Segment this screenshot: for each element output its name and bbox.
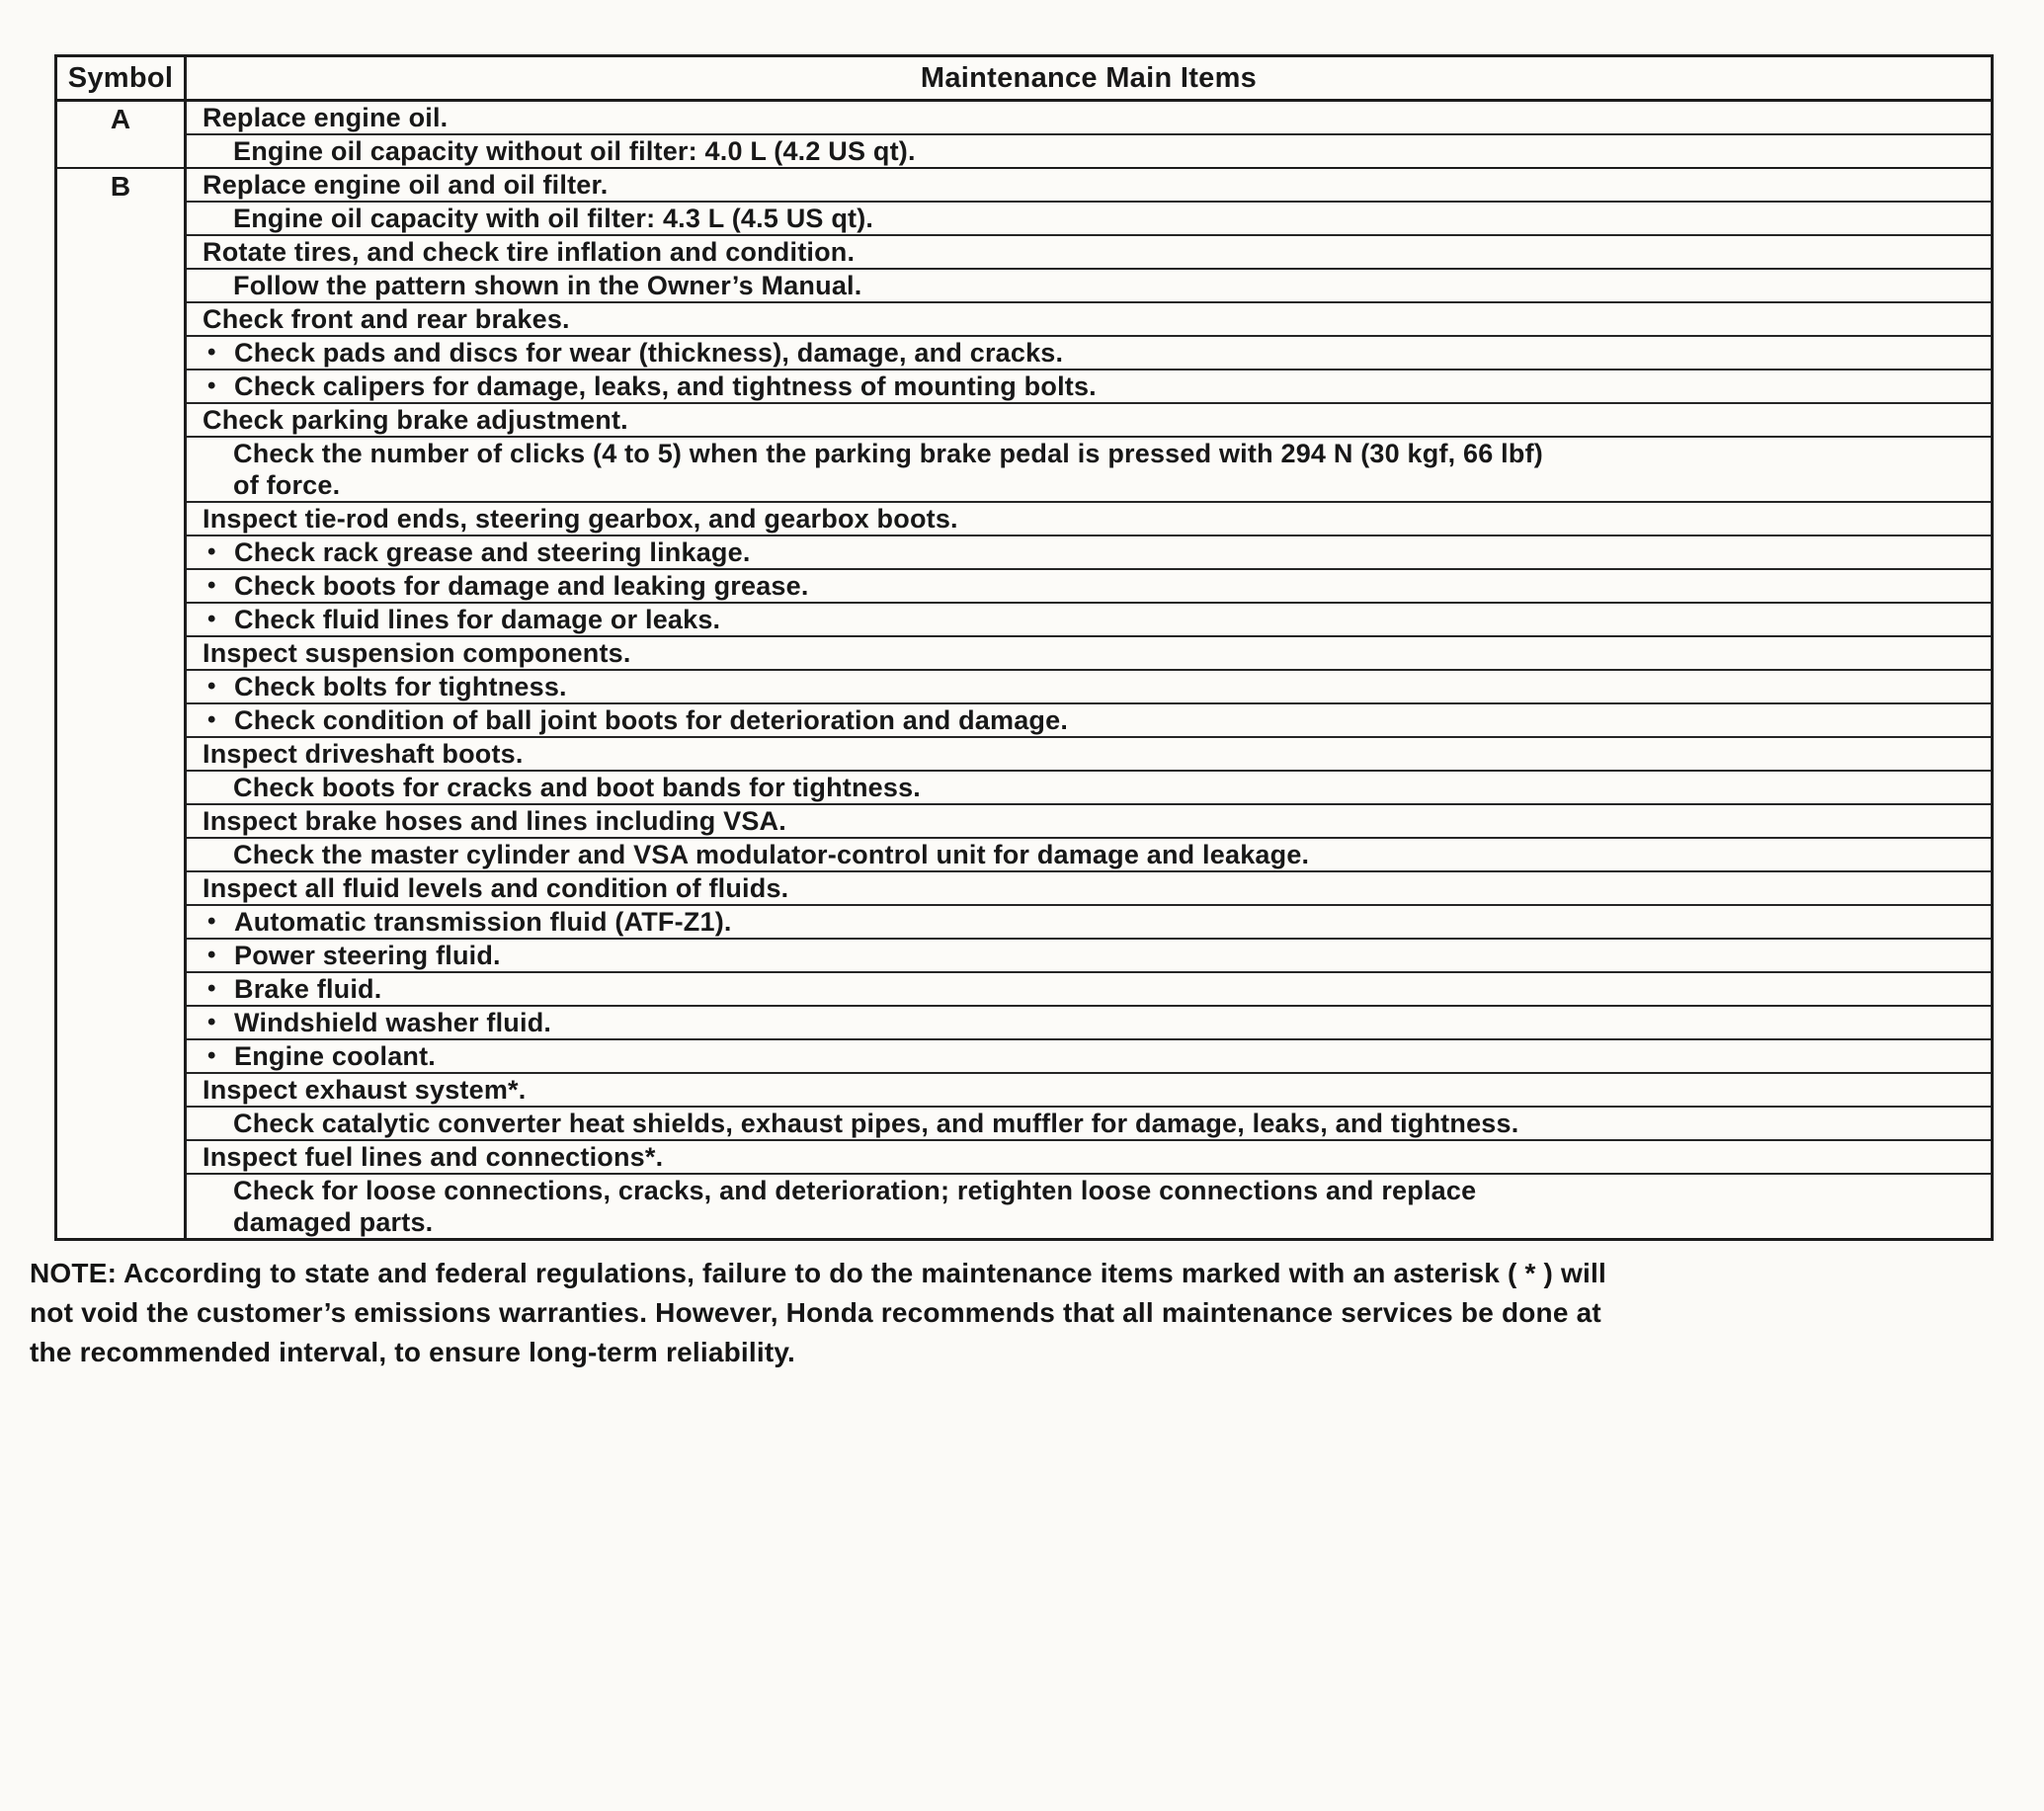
bullet-icon: • [207, 908, 216, 935]
line-text: Inspect exhaust system*. [203, 1075, 527, 1105]
item-title-line [187, 805, 1991, 839]
item-bullet-line [187, 671, 1991, 704]
line-text: Check for loose connections, cracks, and deterioration; retighten loose connections and replace [233, 1176, 1477, 1205]
maintenance-item-group [187, 872, 1991, 1074]
line-text: Windshield washer fluid. [234, 1008, 552, 1037]
item-title-line [187, 1141, 1991, 1175]
item-detail-line [187, 270, 1991, 303]
maintenance-item-group [187, 637, 1991, 738]
item-detail-line [187, 203, 1991, 236]
maintenance-item-group [187, 738, 1991, 805]
item-title-line [187, 872, 1991, 906]
item-bullet-line [187, 1007, 1991, 1040]
bullet-icon: • [207, 339, 216, 366]
maintenance-table [54, 54, 1994, 1241]
item-bullet-line [187, 370, 1991, 404]
item-title-line [187, 303, 1991, 337]
table-section-row [57, 169, 1991, 1238]
bullet-icon: • [207, 975, 216, 1002]
bullet-icon: • [207, 372, 216, 399]
line-text: Check fluid lines for damage or leaks. [234, 605, 721, 634]
bullet-icon: • [207, 942, 216, 968]
bullet-icon: • [207, 1009, 216, 1035]
line-text: Check rack grease and steering linkage. [234, 537, 751, 567]
line-text: Rotate tires, and check tire inflation and condition. [203, 237, 856, 267]
note-line: not void the customer’s emissions warranties. However, Honda recommends that all maintenance services be done at [30, 1297, 1601, 1328]
bullet-icon: • [207, 572, 216, 599]
bullet-icon: • [207, 1042, 216, 1069]
main-items-column-header: Maintenance Main Items [920, 62, 1258, 94]
item-detail-line [187, 1175, 1991, 1206]
item-title-line [187, 169, 1991, 203]
maintenance-item-group [187, 503, 1991, 637]
note-line: the recommended interval, to ensure long-term reliability. [30, 1337, 796, 1367]
line-text: Brake fluid. [234, 974, 382, 1004]
item-bullet-line [187, 940, 1991, 973]
line-text: Check bolts for tightness. [234, 672, 567, 701]
line-text: Inspect all fluid levels and condition of fluids. [203, 873, 789, 903]
line-text: Check calipers for damage, leaks, and tightness of mounting bolts. [234, 371, 1097, 401]
line-text: Inspect fuel lines and connections*. [203, 1142, 664, 1172]
item-title-line [187, 1074, 1991, 1108]
maintenance-item-group [187, 1074, 1991, 1141]
items-cell [187, 169, 1991, 1238]
line-text: Check front and rear brakes. [203, 304, 570, 334]
items-cell [187, 102, 1991, 167]
maintenance-table-body [57, 102, 1991, 1238]
line-text: Engine oil capacity with oil filter: 4.3 L (4.5 US qt). [233, 204, 874, 233]
item-detail-line [187, 772, 1991, 805]
line-text: of force. [233, 470, 341, 500]
bullet-icon: • [207, 538, 216, 565]
line-text: Inspect brake hoses and lines including VSA. [203, 806, 786, 836]
bullet-icon: • [207, 606, 216, 632]
item-title-line [187, 738, 1991, 772]
line-text: damaged parts. [233, 1207, 434, 1237]
item-title-line [187, 404, 1991, 438]
maintenance-item-group [187, 102, 1991, 167]
item-detail-line [187, 469, 1991, 503]
bullet-icon: • [207, 673, 216, 700]
item-title-line [187, 637, 1991, 671]
line-text: Check pads and discs for wear (thickness), damage, and cracks. [234, 338, 1064, 368]
item-bullet-line [187, 704, 1991, 738]
line-text: Check boots for cracks and boot bands for tightness. [233, 773, 921, 802]
symbol-cell: B [57, 169, 187, 1238]
item-bullet-line [187, 536, 1991, 570]
maintenance-item-group [187, 404, 1991, 503]
line-text: Check condition of ball joint boots for deterioration and damage. [234, 705, 1069, 735]
maintenance-item-group [187, 236, 1991, 303]
line-text: Engine oil capacity without oil filter: 4.0 L (4.2 US qt). [233, 136, 916, 166]
item-title-line [187, 503, 1991, 536]
item-bullet-line [187, 604, 1991, 637]
item-bullet-line [187, 337, 1991, 370]
line-text: Replace engine oil and oil filter. [203, 170, 609, 200]
item-detail-line [187, 839, 1991, 872]
maintenance-item-group [187, 1141, 1991, 1238]
line-text: Check boots for damage and leaking grease. [234, 571, 809, 601]
item-title-line [187, 236, 1991, 270]
line-text: Power steering fluid. [234, 941, 501, 970]
regulation-note [30, 1254, 2019, 1372]
line-text: Check catalytic converter heat shields, exhaust pipes, and muffler for damage, leaks, and tightness. [233, 1109, 1519, 1138]
line-text: Check the master cylinder and VSA modulator-control unit for damage and leakage. [233, 840, 1310, 869]
line-text: Replace engine oil. [203, 103, 449, 132]
line-text: Check the number of clicks (4 to 5) when the parking brake pedal is pressed with 294 N (30 kgf, 66 lbf) [233, 439, 1543, 468]
item-bullet-line [187, 906, 1991, 940]
item-detail-line [187, 135, 1991, 167]
item-detail-line [187, 438, 1991, 469]
maintenance-item-group [187, 805, 1991, 872]
line-text: Automatic transmission fluid (ATF-Z1). [234, 907, 732, 937]
table-header-row [57, 57, 1991, 102]
line-text: Inspect driveshaft boots. [203, 739, 524, 769]
item-detail-line [187, 1108, 1991, 1141]
bullet-icon: • [207, 706, 216, 733]
item-detail-line [187, 1206, 1991, 1238]
line-text: Check parking brake adjustment. [203, 405, 628, 435]
item-title-line [187, 102, 1991, 135]
note-line: NOTE: According to state and federal regulations, failure to do the maintenance items marked with an asterisk ( * ) will [30, 1258, 1606, 1288]
maintenance-item-group [187, 303, 1991, 404]
symbol-cell: A [57, 102, 187, 167]
line-text: Inspect suspension components. [203, 638, 631, 668]
item-bullet-line [187, 1040, 1991, 1074]
line-text: Follow the pattern shown in the Owner’s Manual. [233, 271, 862, 300]
line-text: Engine coolant. [234, 1041, 437, 1071]
symbol-column-header: Symbol [57, 57, 187, 99]
line-text: Inspect tie-rod ends, steering gearbox, and gearbox boots. [203, 504, 958, 534]
item-bullet-line [187, 570, 1991, 604]
table-section-row [57, 102, 1991, 169]
item-bullet-line [187, 973, 1991, 1007]
maintenance-item-group [187, 169, 1991, 236]
